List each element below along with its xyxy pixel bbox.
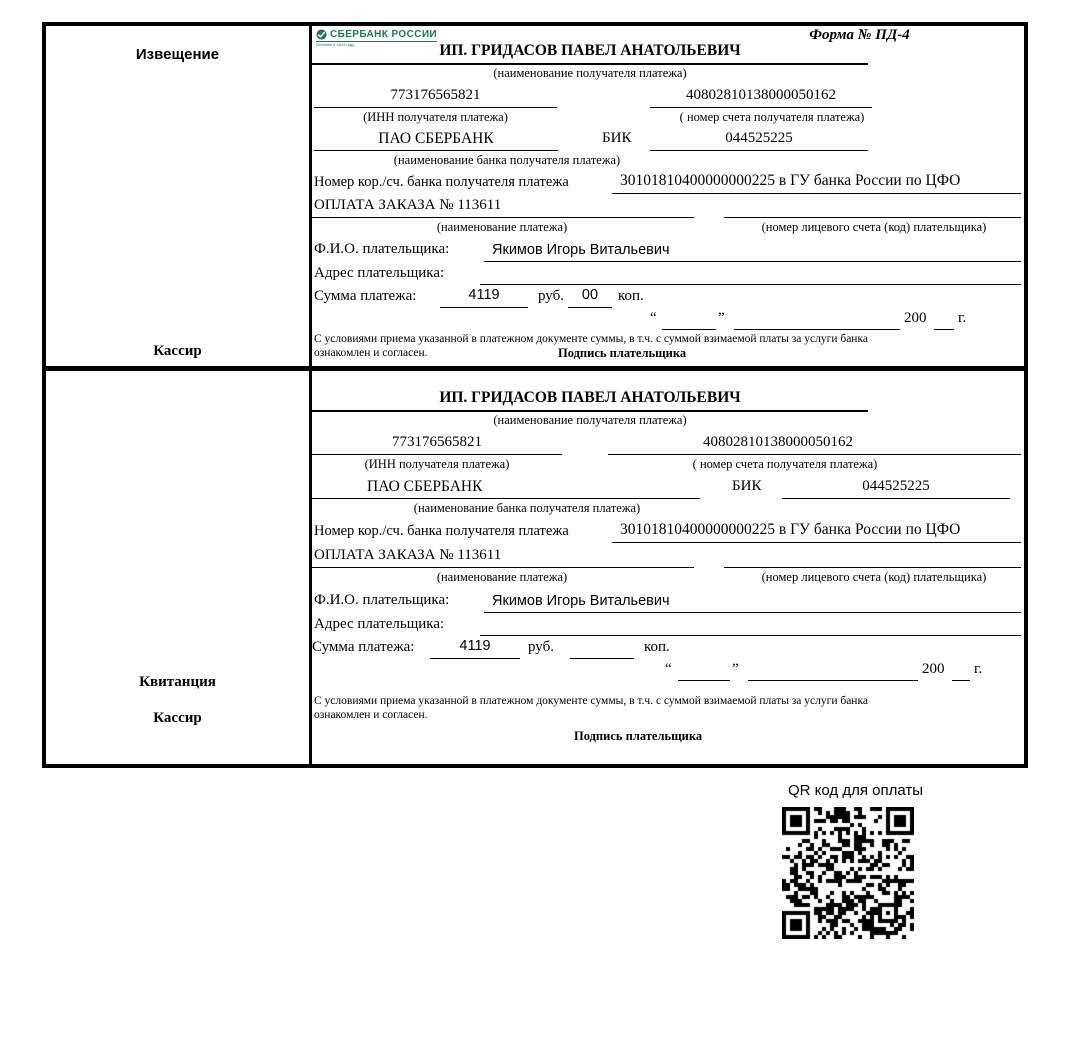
- receipt-content: [312, 371, 1024, 764]
- payment-name-value: ОПЛАТА ЗАКАЗА № 113611: [314, 197, 502, 213]
- notice-content: [312, 26, 1024, 366]
- payer-fio-label: Ф.И.О. плательщика:: [314, 592, 450, 608]
- sberbank-logo-tagline: Основан в 1841 году: [316, 42, 355, 47]
- field-underline: [570, 658, 634, 659]
- field-underline: [748, 680, 918, 681]
- payer-fio-value: Якимов Игорь Витальевич: [492, 593, 670, 609]
- sberbank-logo-row: [316, 29, 437, 42]
- field-underline: [612, 542, 1021, 543]
- field-underline: [612, 193, 1021, 194]
- rub-label: руб.: [538, 288, 564, 304]
- field-underline: [430, 658, 520, 659]
- agreement-text-line2: ознакомлен и согласен.: [314, 709, 428, 721]
- inn-value: 773176565821: [392, 434, 482, 450]
- bank-caption: (наименование банка получателя платежа): [393, 153, 621, 167]
- cashier-label: Кассир: [153, 343, 202, 359]
- bank-name-value: ПАО СБЕРБАНК: [378, 130, 494, 147]
- field-underline: [314, 150, 558, 151]
- inn-value: 773176565821: [390, 87, 481, 103]
- field-underline: [650, 150, 868, 151]
- sum-label: Сумма платежа:: [312, 639, 415, 655]
- corr-account-value: 30101810400000000225 в ГУ банка России по ЦФО: [620, 172, 961, 189]
- inn-caption: (ИНН получателя платежа): [363, 110, 508, 124]
- kop-label: коп.: [644, 639, 670, 655]
- rub-label: руб.: [528, 639, 554, 655]
- qr-caption: QR код для оплаты: [788, 782, 924, 799]
- payer-address-label: Адрес плательщика:: [314, 265, 445, 281]
- field-underline: [480, 635, 1021, 636]
- receipt-stub: [46, 371, 312, 764]
- sum-rub-value: 4119: [468, 287, 500, 303]
- sum-rub-value: 4119: [459, 638, 491, 654]
- year-suffix: г.: [974, 661, 983, 677]
- payment-name-value: ОПЛАТА ЗАКАЗА № 113611: [314, 547, 502, 563]
- field-underline: [678, 680, 730, 681]
- recipient-name-caption: (наименование получателя платежа): [493, 66, 687, 80]
- account-caption: ( номер счета получателя платежа): [692, 457, 878, 471]
- payer-fio-value: Якимов Игорь Витальевич: [492, 242, 670, 258]
- recipient-name: ИП. ГРИДАСОВ ПАВЕЛ АНАТОЛЬЕВИЧ: [439, 42, 741, 59]
- field-underline: [314, 107, 557, 108]
- recipient-name: ИП. ГРИДАСОВ ПАВЕЛ АНАТОЛЬЕВИЧ: [439, 389, 741, 406]
- recipient-name-caption: (наименование получателя платежа): [493, 413, 687, 427]
- field-underline: [934, 329, 954, 330]
- field-underline: [312, 217, 694, 218]
- bik-label: БИК: [602, 130, 632, 146]
- corr-account-label: Номер кор./сч. банка получателя платежа: [314, 174, 569, 190]
- date-quote-close: ”: [718, 310, 725, 326]
- date-quote-open: “: [650, 310, 657, 326]
- pd4-form-table: [42, 22, 1028, 768]
- field-underline: [480, 284, 1021, 285]
- sum-label: Сумма платежа:: [314, 288, 417, 304]
- field-underline: [608, 454, 1021, 455]
- payer-signature-label: Подпись плательщика: [558, 346, 687, 360]
- bik-value: 044525225: [725, 130, 793, 146]
- payer-signature-label: Подпись плательщика: [574, 729, 703, 743]
- account-value: 40802810138000050162: [686, 87, 836, 103]
- kop-label: коп.: [618, 288, 644, 304]
- field-underline: [312, 567, 694, 568]
- corr-account-label: Номер кор./сч. банка получателя платежа: [314, 523, 569, 539]
- field-underline: [734, 329, 900, 330]
- field-underline: [650, 107, 872, 108]
- corr-account-value: 30101810400000000225 в ГУ банка России по ЦФО: [620, 521, 961, 538]
- payment-caption: (наименование платежа): [436, 220, 568, 234]
- bank-caption: (наименование банка получателя платежа): [413, 501, 641, 515]
- field-underline: [312, 454, 562, 455]
- field-underline: [724, 217, 1021, 218]
- agreement-text-line1: С условиями приема указанной в платежном документе суммы, в т.ч. с суммой взимаемой платы за услуги банка: [314, 695, 868, 707]
- field-underline: [312, 410, 868, 412]
- personal-account-caption: (номер лицевого счета (код) плательщика): [761, 570, 987, 584]
- payment-caption: (наименование платежа): [436, 570, 568, 584]
- receipt-label: Квитанция: [139, 674, 216, 690]
- account-value: 40802810138000050162: [703, 434, 853, 450]
- payer-address-label: Адрес плательщика:: [314, 616, 445, 632]
- field-underline: [724, 567, 1021, 568]
- field-underline: [484, 612, 1021, 613]
- year-prefix: 200: [904, 310, 927, 326]
- bik-value: 044525225: [862, 478, 930, 494]
- sberbank-logo-text: СБЕРБАНК РОССИИ: [330, 29, 438, 40]
- date-quote-close: ”: [732, 661, 739, 677]
- account-caption: ( номер счета получателя платежа): [679, 110, 865, 124]
- cashier-label: Кассир: [153, 710, 202, 726]
- sum-kop-value: 00: [581, 287, 599, 303]
- field-underline: [312, 63, 868, 65]
- field-underline: [662, 329, 716, 330]
- bank-name-value: ПАО СБЕРБАНК: [367, 478, 483, 495]
- year-prefix: 200: [922, 661, 945, 677]
- inn-caption: (ИНН получателя платежа): [364, 457, 510, 471]
- notice-stub: [46, 26, 312, 366]
- sberbank-circle-icon: [316, 29, 327, 40]
- agreement-text-line2: ознакомлен и согласен.: [314, 347, 428, 359]
- date-quote-open: “: [665, 661, 672, 677]
- receipt-section: [46, 371, 1024, 764]
- notice-section: [46, 26, 1024, 371]
- field-underline: [952, 680, 970, 681]
- field-underline: [312, 498, 700, 499]
- qr-code-image: [782, 807, 914, 939]
- payer-fio-label: Ф.И.О. плательщика:: [314, 241, 450, 257]
- notice-label: Извещение: [135, 46, 220, 63]
- year-suffix: г.: [958, 310, 967, 326]
- personal-account-caption: (номер лицевого счета (код) плательщика): [761, 220, 987, 234]
- field-underline: [782, 498, 1010, 499]
- field-underline: [568, 307, 612, 308]
- agreement-text-line1: С условиями приема указанной в платежном документе суммы, в т.ч. с суммой взимаемой платы за услуги банка: [314, 333, 868, 345]
- form-number-label: Форма № ПД-4: [809, 27, 910, 43]
- field-underline: [440, 307, 528, 308]
- field-underline: [484, 261, 1021, 262]
- bik-label: БИК: [732, 478, 762, 494]
